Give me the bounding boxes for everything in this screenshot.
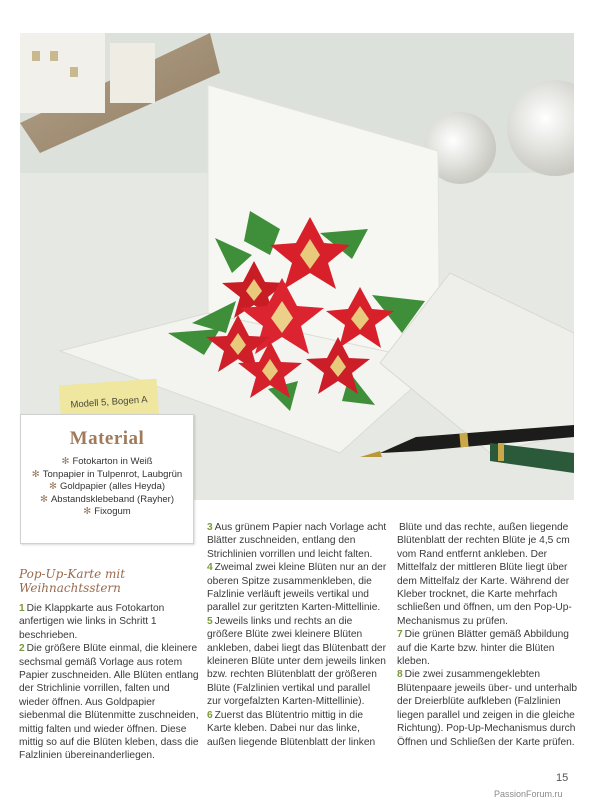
material-box: [20, 414, 194, 544]
material-list: [21, 456, 193, 519]
instruction-step: 2 Die größere Blüte einmal, die kleinere sechsmal gemäß Vorlage aus rotem Papier zuschneiden. Alle Blüten entlang der Strichlinie vorrillen, falten und wieder öffnen. Aus Goldpapier siebenmal die Blütenmitte zuschneiden, mittig falten und wieder öffnen. Diese mittig so auf die Blüten kleben, dass die Falzlinien übereinanderliegen.: [19, 643, 199, 762]
material-item: ✻ Fotokarton in Weiß: [61, 456, 153, 467]
text-column-2: [207, 521, 387, 749]
asterisk-icon: ✻: [39, 493, 48, 505]
material-item: ✻ Abstandsklebeband (Rayher): [39, 493, 174, 505]
instruction-step: 5 Jeweils links und rechts an die größere Blüte zwei kleinere Blüten ankleben, dabei liegt das Blütenbatt der kleineren Blüte unter dem jeweils linken bzw. rechten Blütenblatt der größeren Blüte (Falzlinien vertikal und parallel zur vorgefalzten Karten-Mittellinie).: [207, 615, 386, 708]
house-decoration: [20, 33, 105, 113]
text-column-3: [397, 521, 579, 749]
material-item: ✻ Tonpapier in Tulpenrot, Laubgrün: [31, 468, 183, 480]
article-subtitle: Pop-Up-Karte mit Weihnachtsstern: [19, 567, 126, 595]
asterisk-icon: ✻: [31, 468, 40, 480]
model-tag-text: Modell 5, Bogen A: [70, 393, 148, 411]
asterisk-icon: ✻: [61, 456, 70, 467]
instruction-step: 1 Die Klappkarte aus Fotokarton anfertigen wie links in Schritt 1 beschrieben.: [19, 603, 165, 641]
page-number: 15: [556, 772, 569, 784]
material-item: ✻ Fixogum: [83, 506, 131, 517]
text-column-1: [19, 602, 199, 763]
instruction-step: 7 Die grünen Blätter gemäß Abbildung auf die Karte bzw. hinter die Blüten kleben.: [397, 629, 569, 668]
instruction-step: 8 Die zwei zusammengeklebten Blütenpaare jeweils über- und unterhalb der Dreierblüte aufkleben (Falzlinien liegen parallel und zeigen in die gleiche Richtung). Pop-Up-Mechanismus durch Öffnen und Schließen der Karte prüfen.: [397, 669, 578, 748]
instruction-step: Blüte und das rechte, außen liegende Blütenblatt der rechten Blüte je 4,5 cm vom Rand entfernt ankleben. Der Mittelfalz der mittleren Blüte liegt über dem Mittelfalz der Karte. Während der Kleber trocknet, die Karte mehrfach schließen und öffnen, um den Pop-Up-Mechanismus zu prüfen.: [397, 522, 572, 627]
material-title: Material: [69, 428, 145, 449]
watermark: PassionForum.ru: [494, 789, 563, 799]
instruction-step: 4 Zweimal zwei kleine Blüten nur an der oberen Spitze zusammenkleben, die Falzlinie verläuft jeweils vertikal und parallel zur geritzten Karten-Mittellinie.: [207, 562, 387, 614]
asterisk-icon: ✻: [83, 506, 92, 517]
instruction-step: 3 Aus grünem Papier nach Vorlage acht Blätter zuschneiden, entlang den Strichlinien vorrillen und leicht falten.: [207, 522, 387, 560]
asterisk-icon: ✻: [48, 481, 57, 492]
material-item: ✻ Goldpapier (alles Heyda): [48, 481, 166, 492]
instruction-step: 6 Zuerst das Blütentrio mittig in die Karte kleben. Dabei nur das linke, außen liegende Blütenblatt der linken: [207, 709, 376, 748]
